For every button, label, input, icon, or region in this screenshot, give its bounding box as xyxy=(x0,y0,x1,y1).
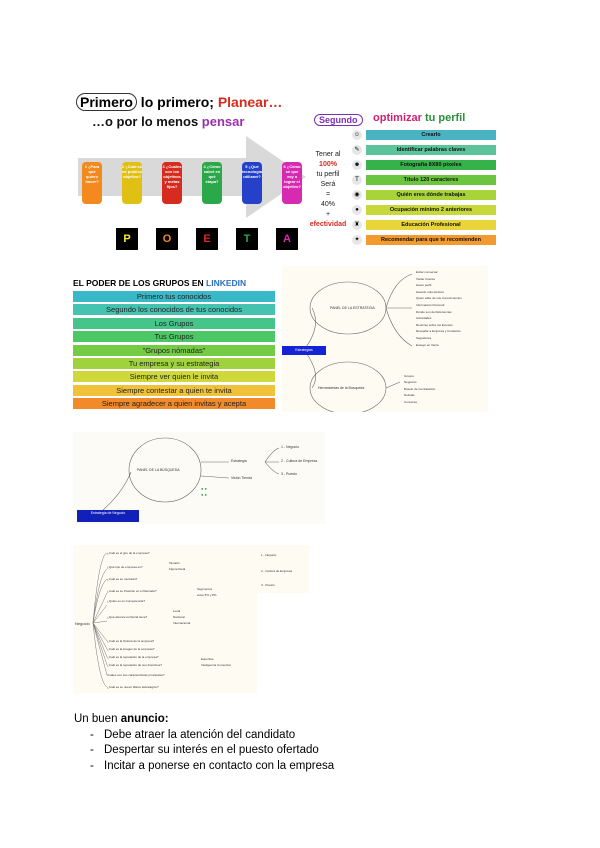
primero-badge: Primero xyxy=(76,93,137,111)
profile-step: Fotografía 8X80 pixeles xyxy=(366,160,496,170)
negocio-question: ¿Cuál es su mercado? xyxy=(107,577,138,581)
branch-cultura: 2 - Cultura de Empresa xyxy=(281,459,318,463)
mindmap-busqueda xyxy=(73,432,325,524)
profile-step-icon: ✦ xyxy=(352,235,362,245)
mindmap-leaf: Seguidores xyxy=(416,336,432,340)
mindmap-leaf: Noticias xyxy=(404,393,415,398)
poeta-letter: O xyxy=(156,228,178,250)
efectividad-note xyxy=(308,150,348,230)
grupo-step: Siempre agradecer a quien invitas y acepta xyxy=(73,398,275,409)
grupo-step: Siempre contestar a quien te invita xyxy=(73,385,275,396)
negocio-question: ¿Cuál es la imagen de la empresa? xyxy=(107,647,155,651)
grupo-step: Tus Grupos xyxy=(73,331,275,342)
profile-step-icon: ◉ xyxy=(352,190,362,200)
sub-figura: Figura fiscal xyxy=(169,567,186,571)
profile-step-icon: ● xyxy=(352,205,362,215)
mindmap-leaf: Hacerlo más efectivo xyxy=(416,289,445,294)
anuncio-heading: Un buen anuncio: xyxy=(74,713,169,725)
list-item: - Incitar a ponerse en contacto con la empresa xyxy=(74,759,494,775)
negocio-question: ¿Cuál es la historia de la empresa? xyxy=(107,639,155,643)
planear-title: Primero lo primero; Planear… xyxy=(76,94,282,110)
planning-step: 2 ¿Cuál es mi público objetivo? xyxy=(122,162,142,204)
grupo-step: Primero tus conocidos xyxy=(73,291,275,302)
planning-step: 1 ¿Para qué quiero hacer? xyxy=(82,162,102,204)
right-negocio: 1 - Negocio xyxy=(261,553,277,557)
mindmap-leaf: Dónde son de Referencias xyxy=(416,309,452,314)
profile-step-icon: ☺ xyxy=(353,132,361,138)
planning-step: 3 ¿Cuáles son los objetivos y metas fijos? xyxy=(162,162,182,204)
poeta-letter: P xyxy=(116,228,138,250)
right-puesto: 3 - Puesto xyxy=(261,583,275,587)
sub-tamano: Tamaño xyxy=(169,561,180,565)
mindmap-leaf: Evitar conversar xyxy=(416,270,438,274)
poeta-letter: E xyxy=(196,228,218,250)
node-marker-b: ● ● xyxy=(201,492,207,497)
poeta-letter: T xyxy=(236,228,258,250)
negocio-question: ¿Cuál es la reputación de sus directivos? xyxy=(107,663,162,667)
planning-step: 5 ¿Qué tecnología utilizaré? xyxy=(242,162,262,204)
branch-puesto: 3 - Puesto xyxy=(281,472,297,476)
estrategia-branch: Estrategia xyxy=(231,459,247,463)
sub-local: Local xyxy=(173,609,181,613)
mindmap-leaf: Visitar Cuenta xyxy=(416,276,435,281)
list-item: - Despertar su interés en el puesto ofertado xyxy=(74,743,494,759)
mindmap-leaf: Reunirse sobre los Eventos xyxy=(416,322,453,327)
busqueda-center-label: PANEL DE LA BÚSQUEDA xyxy=(137,468,180,472)
planear-infographic xyxy=(72,90,306,262)
sub-segmentos: Segmentos xyxy=(197,587,213,591)
sub-nacional: Nacional xyxy=(173,615,185,619)
negocio-question: ¿Cuál es la reputación de la empresa? xyxy=(107,655,159,659)
negocio-question: ¿Quién es su Competencia? xyxy=(107,599,146,603)
mindmap-estrategia xyxy=(282,266,488,412)
mindmap-estrategia-lines xyxy=(282,266,488,412)
negocio-question: ¿Cuál es su nuevo Marco Estratégico? xyxy=(107,685,159,689)
sub-expertise: Expertise xyxy=(201,657,214,661)
optimizar-perfil-infographic xyxy=(308,112,498,256)
sub-porcentaje: entre 5% y 8% xyxy=(197,593,217,597)
pensar-subtitle: …o por lo menos pensar xyxy=(92,114,245,129)
profile-step-icon: ✎ xyxy=(352,145,362,155)
mindmap-leaf: Negocios xyxy=(404,380,417,385)
mindmap-leaf: Ensayo en Venta xyxy=(416,342,439,347)
right-cultura: 2 - Cultura de Empresa xyxy=(261,569,293,573)
profile-step: Ocupación mínimo 2 anteriores xyxy=(366,205,496,215)
mindmap-leaf: Grupos xyxy=(404,374,414,378)
side-line: + xyxy=(325,211,331,218)
negocio-question: ¿Qué tipo de empresa es? xyxy=(107,565,143,569)
mindmap-leaf: Quien sabe de sus Conocimientos xyxy=(416,296,462,301)
mindmap-leaf: Actividades xyxy=(416,316,432,321)
negocio-question: ¿Cuál es su Posición en el Mercado? xyxy=(107,589,157,593)
estrategia-center: PANEL DE LA ESTRATEGIA xyxy=(330,306,375,310)
optimizar-title: optimizar tu perfil xyxy=(373,112,466,124)
side-line: efectividad xyxy=(309,221,347,228)
mindmap-leaf: Buscar de Contratación xyxy=(404,386,436,391)
mindmap-leaf: Conversa xyxy=(404,399,417,404)
negocio-question: Cuales son sus características principales? xyxy=(107,673,165,677)
profile-step-icon: ♜ xyxy=(352,220,362,230)
grupo-step: Siempre ver quien le invita xyxy=(73,371,275,382)
profile-step: Título 120 caracteres xyxy=(366,175,496,185)
profile-step: Crearlo xyxy=(366,130,496,140)
negocio-root: Estrategia de Negocio xyxy=(77,510,139,522)
branch-negocio: 1 - Negocio xyxy=(281,445,299,449)
grupo-step: Segundo los conocidos de tus conocidos xyxy=(73,304,275,315)
anuncio-section xyxy=(74,712,494,774)
negocio-node: Negocio xyxy=(75,621,90,626)
side-line: = xyxy=(325,191,331,198)
grupos-title: EL PODER DE LOS GRUPOS EN LINKEDIN xyxy=(73,278,247,288)
mindmap-negocio-right xyxy=(257,545,309,593)
sub-inteligencia: Inteligencia Comercial xyxy=(201,663,231,667)
negocio-question: ¿Qué alcance territorial tiene? xyxy=(107,615,148,619)
side-line: Será xyxy=(320,181,336,188)
mindmap-negocio xyxy=(73,545,257,693)
busqueda-center: Herramientas de la Búsqueda xyxy=(318,386,365,390)
vision-branch: Visión Tienda xyxy=(231,476,252,480)
mindmap-leaf: Hacer perfil xyxy=(416,283,432,288)
side-line: 40% xyxy=(320,201,335,208)
poeta-letter: A xyxy=(276,228,298,250)
grupo-step: Los Grupos xyxy=(73,318,275,329)
mindmap-leaf: Información Personal xyxy=(416,303,445,307)
mindmap-leaf: Recopilar a Empresa y Contactos xyxy=(416,329,461,334)
list-item: - Debe atraer la atención del candidato xyxy=(74,728,494,744)
profile-step: Identificar palabras claves xyxy=(366,145,496,155)
sub-internacional: Internacional xyxy=(173,621,191,625)
planning-step: 4 ¿Cómo sabré en qué etapa? xyxy=(202,162,222,204)
profile-step: Recomendar para que te recomienden xyxy=(366,235,496,245)
side-line: 100% xyxy=(319,161,337,168)
profile-step: Quién eres dónde trabajas xyxy=(366,190,496,200)
grupo-step: "Grupos nómadas" xyxy=(73,345,275,356)
node-marker-a: ● ● xyxy=(201,486,207,491)
profile-step: Educación Profesional xyxy=(366,220,496,230)
segundo-badge: Segundo xyxy=(314,114,363,126)
anuncio-list xyxy=(74,728,494,775)
profile-step-icon: ☻ xyxy=(353,162,361,168)
planning-step: 6 ¿Cómo sé que voy a lograr el objetivo? xyxy=(282,162,302,204)
side-line: tu perfil xyxy=(316,171,340,178)
estrategias-root: Estrategias xyxy=(282,346,326,355)
process-arrow xyxy=(78,136,306,218)
negocio-question: ¿Cuál es el giro de la empresa? xyxy=(107,551,150,555)
mindmap-negocio-lines xyxy=(73,545,257,693)
grupo-step: Tu empresa y su estrategia xyxy=(73,358,275,369)
profile-step-icon: T xyxy=(352,175,362,185)
grupos-linkedin-infographic xyxy=(73,275,275,413)
side-line: Tener al xyxy=(315,151,341,158)
